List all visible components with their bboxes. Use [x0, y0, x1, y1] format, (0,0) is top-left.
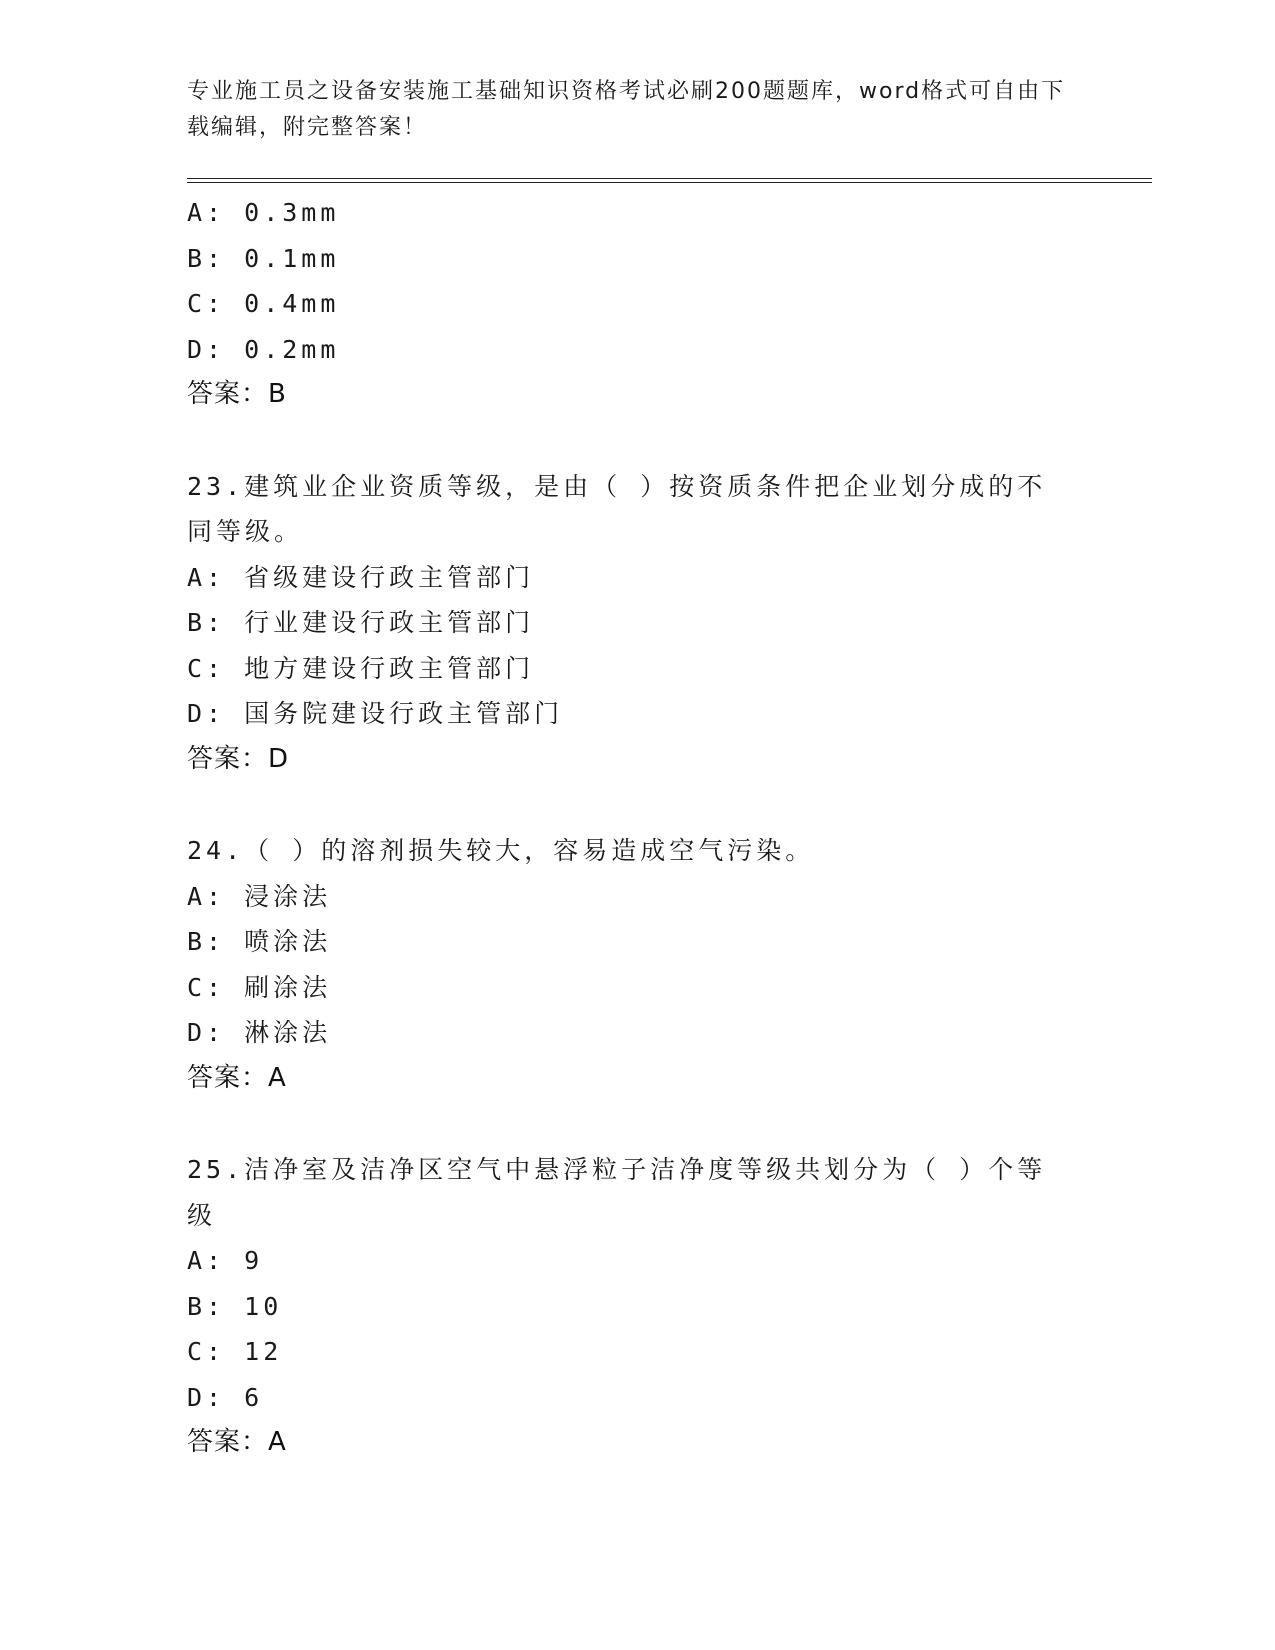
option-c: C: 地方建设行政主管部门	[187, 653, 535, 683]
option-b: B: 0.1mm	[187, 243, 340, 273]
document-header-title: 专业施工员之设备安装施工基础知识资格考试必刷200题题库，word格式可自由下载编辑，附完整答案！	[187, 79, 1066, 140]
option-d: D: 淋涂法	[187, 1018, 332, 1047]
option-d: D: 0.2mm	[187, 334, 340, 364]
question-24	[187, 828, 1087, 1101]
option-b: B: 行业建设行政主管部门	[187, 608, 535, 637]
question-stem: 24.（ ）的溶剂损失较大，容易造成空气污染。	[187, 836, 815, 865]
option-a: A: 省级建设行政主管部门	[187, 562, 535, 592]
header-divider-top	[187, 178, 1152, 179]
question-stem: 25.洁净室及洁净区空气中悬浮粒子洁净度等级共划分为（ ）个等级	[187, 1155, 1047, 1230]
option-d: D: 6	[187, 1382, 264, 1412]
option-c: C: 0.4mm	[187, 289, 340, 318]
answer-line: 答案：D	[187, 743, 290, 774]
option-d: D: 国务院建设行政主管部门	[187, 699, 564, 728]
answer-line: 答案：A	[187, 1062, 287, 1093]
spacer	[187, 782, 1087, 828]
spacer	[187, 1101, 1087, 1147]
spacer	[187, 418, 1087, 464]
option-a: A: 0.3mm	[187, 198, 340, 227]
question-stem: 23.建筑业企业资质等级，是由（ ）按资质条件把企业划分成的不同等级。	[187, 471, 1047, 546]
option-a: A: 浸涂法	[187, 881, 332, 911]
question-list	[187, 190, 1087, 1466]
question-25	[187, 1147, 1087, 1466]
option-b: B: 喷涂法	[187, 927, 332, 956]
question-23	[187, 464, 1087, 783]
option-b: B: 10	[187, 1291, 283, 1321]
option-a: A: 9	[187, 1246, 264, 1275]
answer-line: 答案：A	[187, 1427, 287, 1457]
header-divider-bottom	[187, 182, 1152, 183]
option-c: C: 12	[187, 1337, 283, 1366]
answer-line: 答案：B	[187, 379, 287, 409]
option-c: C: 刷涂法	[187, 972, 332, 1002]
question-fragment	[187, 190, 1087, 418]
